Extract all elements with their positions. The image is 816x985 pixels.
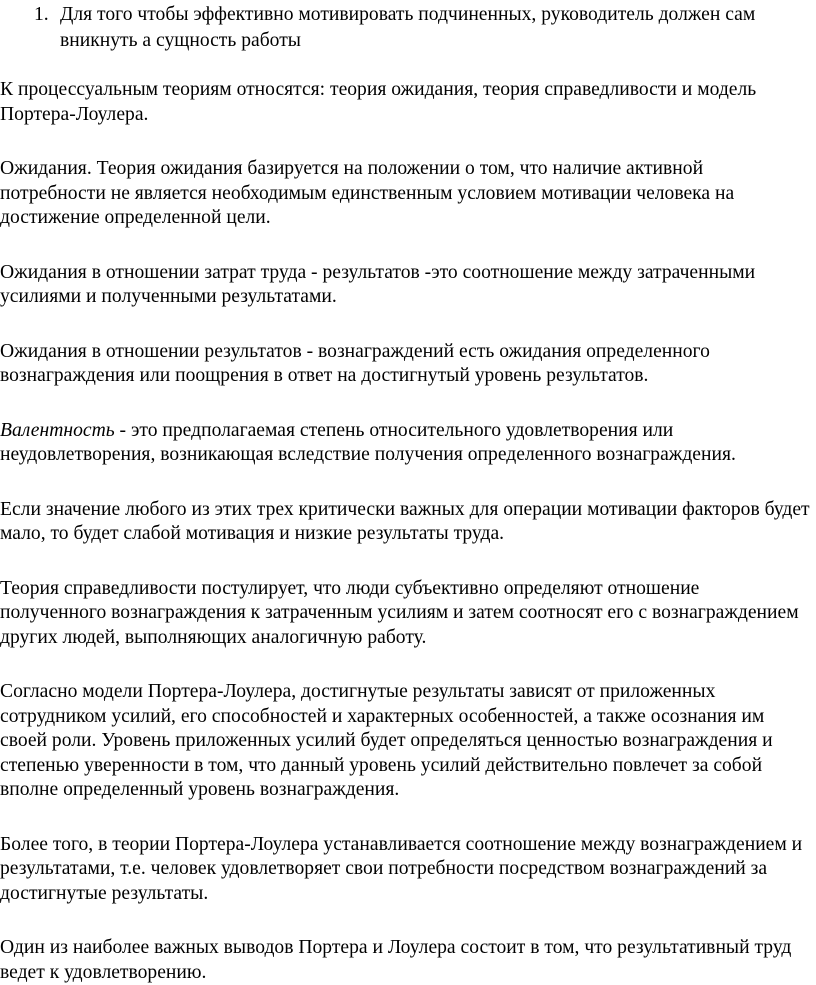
paragraph-gap [0, 650, 810, 680]
paragraph-gap [0, 310, 810, 340]
paragraph-gap [0, 54, 810, 78]
list-number: 1. [34, 4, 49, 25]
paragraph-gap [0, 389, 810, 419]
paragraph-reward-results: Более того, в теории Портера-Лоулера устанавливается соотношение между вознаграждением и результатами, т.е. человек удовлетворяет свои потребности посредством вознаграждений за достигнутые результаты. [0, 833, 803, 904]
paragraph-valence [0, 419, 810, 468]
paragraph-gap [0, 231, 810, 261]
paragraph-results-rewards: Ожидания в отношении результатов - вознаграждений есть ожидания определенного вознаграждения или поощрения в ответ на достигнутый уровень результатов. [0, 340, 710, 386]
paragraph-weak-motivation: Если значение любого из этих трех критически важных для операции мотивации факторов будет мало, то будет слабой мотивация и низкие результаты труда. [0, 498, 810, 544]
paragraph-gap [0, 906, 810, 936]
paragraph-conclusion: Один из наиболее важных выводов Портера и Лоулера состоит в том, что результативный труд ведет к удовлетворению. [0, 937, 792, 983]
valence-definition: - это предполагаемая степень относительного удовлетворения или неудовлетворения, возникающая вследствие получения определенного вознаграждения. [0, 419, 736, 465]
paragraph-gap [0, 803, 810, 833]
numbered-list-item [0, 2, 810, 54]
list-item-text: Для того чтобы эффективно мотивировать подчиненных, руководитель должен сам вникнуть а сущность работы [60, 4, 756, 51]
paragraph-gap [0, 468, 810, 498]
paragraph-expectations: Ожидания. Теория ожидания базируется на положении о том, что наличие активной потребности не является необходимым единственным условием мотивации человека на достижение определенной цели. [0, 158, 735, 228]
paragraph-gap [0, 547, 810, 577]
paragraph-gap [0, 127, 810, 157]
valence-term: Валентность [0, 419, 115, 441]
paragraph-porter-lawler-model: Согласно модели Портера-Лоулера, достигнутые результаты зависят от приложенных сотрудником усилий, его способностей и характерных особенностей, а также осознания им своей роли. Уровень приложенных усилий будет определяться ценностью вознаграждения и степенью уверенности в том, что данный уровень усилий действительно повлечет за собой вполне определенный уровень вознаграждения. [0, 681, 773, 800]
paragraph-process-theories: К процессуальным теориям относятся: теория ожидания, теория справедливости и модель Портера-Лоулера. [0, 79, 757, 125]
paragraph-equity-theory: Теория справедливости постулирует, что люди субъективно определяют отношение полученного вознаграждения к затраченным усилиям и затем соотносят его с вознаграждением других людей, выполняющих аналогичную работу. [0, 577, 799, 648]
paragraph-labor-results: Ожидания в отношении затрат труда - результатов -это соотношение между затраченными усилиями и полученными результатами. [0, 261, 756, 307]
